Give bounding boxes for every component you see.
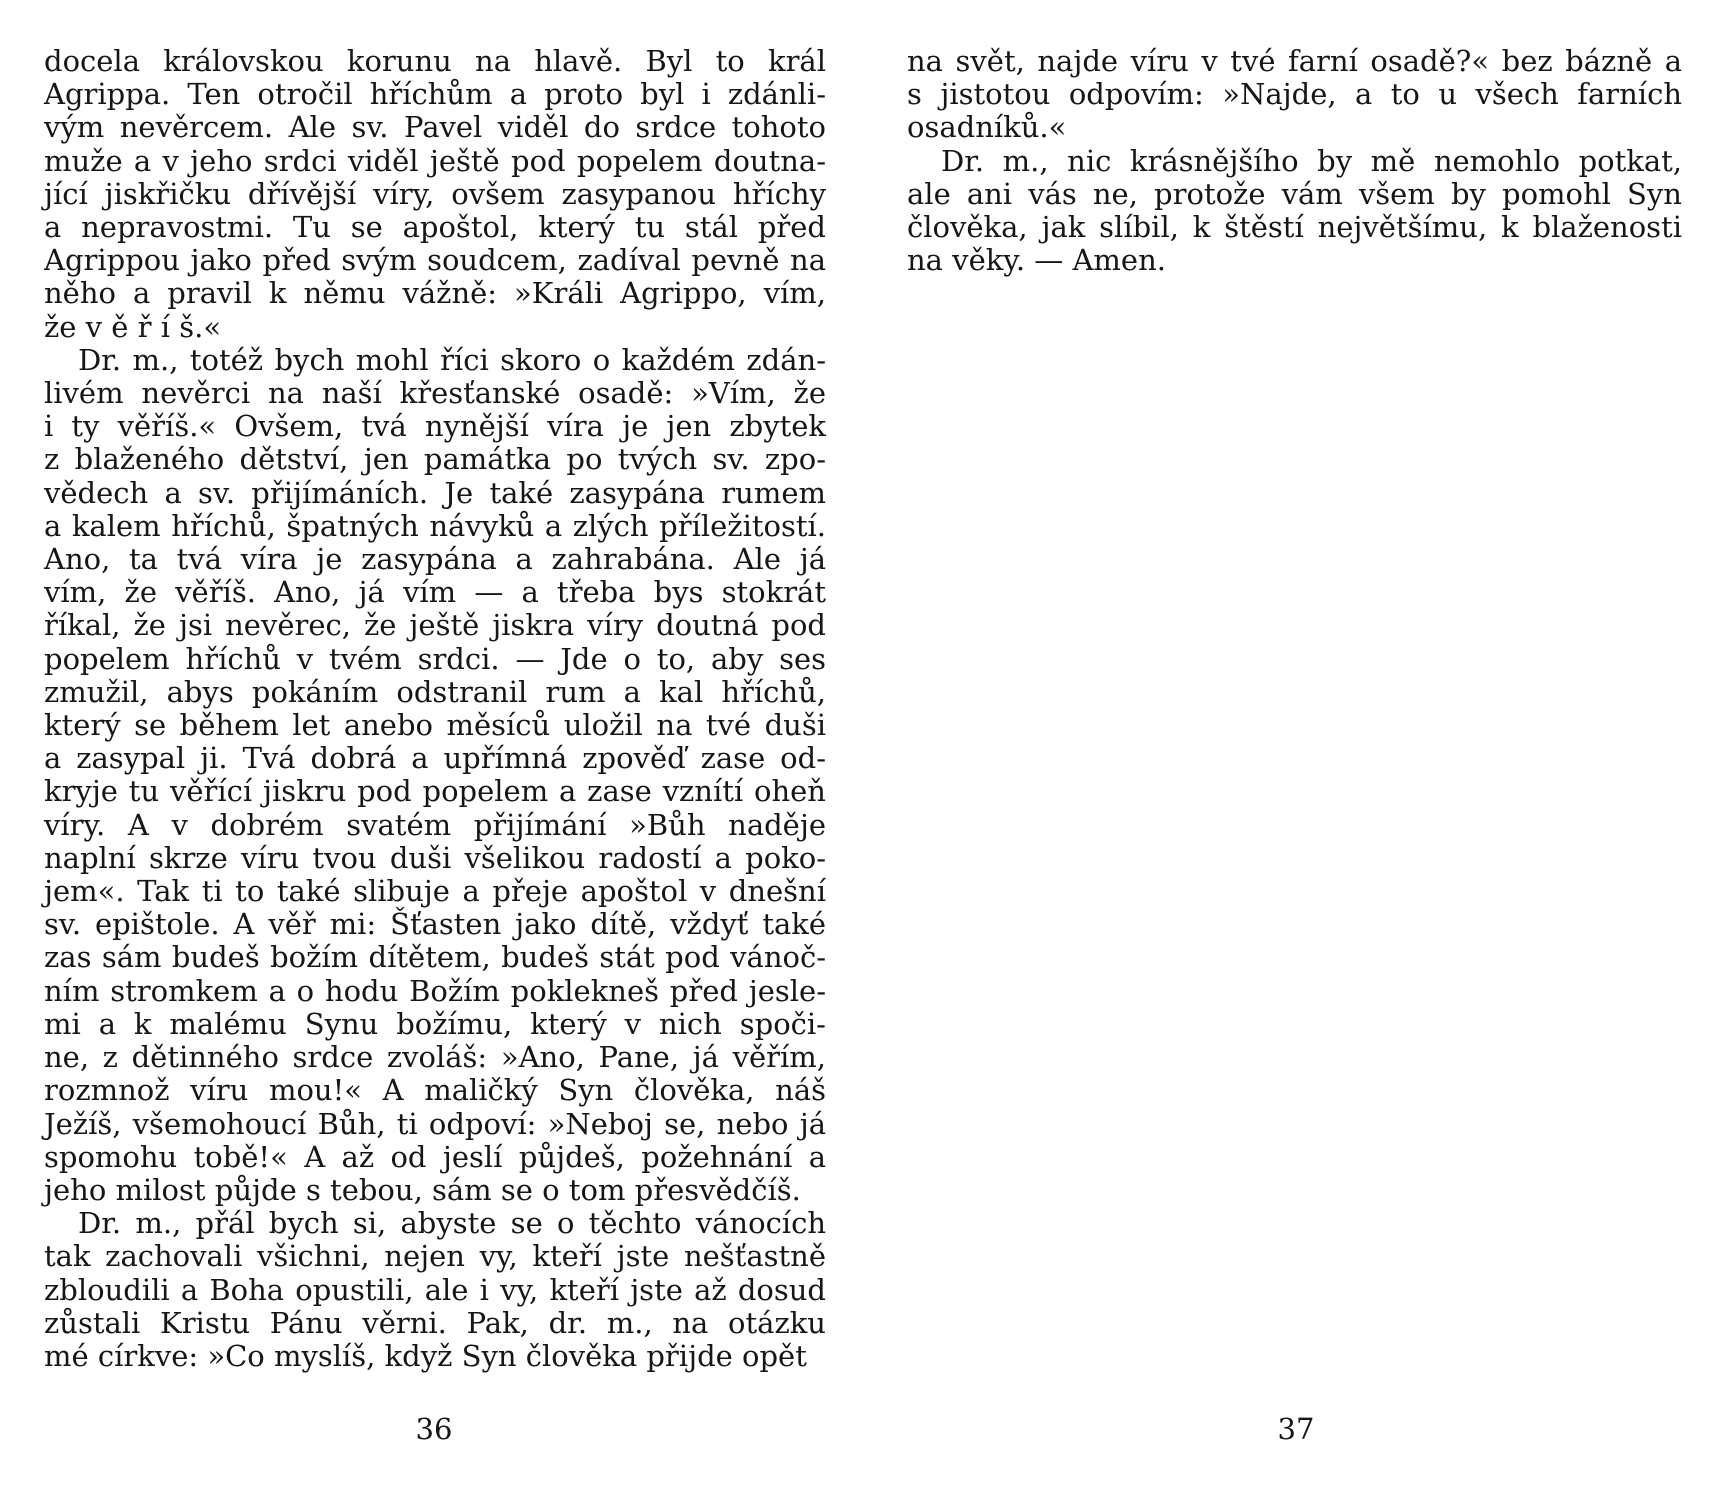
text-line: Agrippa. Ten otročil hříchům a proto byl i zdánli- — [44, 77, 826, 112]
text-line: i ty věříš.« Ovšem, tvá nynější víra je jen zbytek — [44, 409, 826, 444]
text-line: a zasypal ji. Tvá dobrá a upřímná zpověď zase od- — [44, 741, 826, 776]
text-line: zůstali Kristu Pánu věrni. Pak, dr. m., na otázku — [44, 1305, 826, 1340]
text-line: vědech a sv. přijímáních. Je také zasypána rumem — [44, 475, 826, 510]
text-line: tak zachovali všichni, nejen vy, kteří jste nešťastně — [44, 1239, 826, 1274]
text-line: Dr. m., nic krásnějšího by mě nemohlo potkat, — [941, 143, 1682, 178]
text-line: zas sám budeš božím dítětem, budeš stát pod vánoč- — [44, 940, 826, 975]
text-line: z blaženého dětství, jen památka po tvých sv. zpo- — [44, 442, 826, 477]
text-line: docela královskou korunu na hlavě. Byl to král — [44, 44, 826, 78]
text-line: popelem hříchů v tvém srdci. — Jde o to, aby ses — [44, 641, 826, 676]
text-line: víry. A v dobrém svatém přijímání »Bůh naděje — [44, 807, 826, 842]
text-line: mé církve: »Co myslíš, když Syn člověka přijde opět — [44, 1338, 807, 1373]
paragraph — [44, 344, 826, 1207]
right-page — [907, 45, 1682, 277]
text-line: naplní skrze víru tvou duši všelikou radostí a poko- — [44, 840, 826, 875]
text-line: ne, z dětinného srdce zvoláš: »Ano, Pane, já věřím, — [44, 1040, 826, 1075]
text-line: že v ě ř í š.« — [44, 309, 222, 344]
paragraph — [44, 1207, 826, 1373]
text-line: Ano, ta tvá víra je zasypána a zahrabána. Ale já — [44, 542, 826, 577]
text-line: rozmnož víru mou!« A maličký Syn člověka, náš — [44, 1073, 826, 1108]
text-line: kryje tu věřící jiskru pod popelem a zase vznítí oheň — [44, 774, 826, 809]
text-line: Dr. m., přál bych si, abyste se o těchto vánocích — [78, 1206, 826, 1241]
text-line: něho a pravil k němu vážně: »Králi Agrippo, vím, — [44, 276, 826, 311]
paragraph — [44, 45, 826, 344]
text-line: vým nevěrcem. Ale sv. Pavel viděl do srdce tohoto — [44, 110, 826, 145]
text-line: na svět, najde víru v tvé farní osadě?« bez bázně a — [907, 44, 1682, 78]
text-line: člověka, jak slíbil, k štěstí největšímu, k blaženosti — [907, 210, 1682, 245]
text-line: mi a k malému Synu božímu, který v nich spoči- — [44, 1006, 826, 1041]
text-line: ním stromkem a o hodu Božím poklekneš před jesle- — [44, 973, 826, 1008]
text-line: ale ani vás ne, protože vám všem by pomohl Syn — [907, 176, 1682, 211]
text-line: který se během let anebo měsíců uložil na tvé duši — [44, 708, 826, 743]
text-line: livém nevěrci na naší křesťanské osadě: »Vím, že — [44, 376, 826, 411]
text-line: jem«. Tak ti to také slibuje a přeje apoštol v dnešní — [44, 874, 826, 909]
page-number: 37 — [1277, 1412, 1315, 1446]
page-number: 36 — [415, 1412, 453, 1446]
text-line: jící jiskřičku dřívější víry, ovšem zasypanou hříchy — [44, 176, 826, 211]
text-line: Ježíš, všemohoucí Bůh, ti odpoví: »Neboj se, nebo já — [44, 1106, 826, 1141]
text-line: jeho milost půjde s tebou, sám se o tom přesvědčíš. — [44, 1172, 801, 1207]
text-line: zbloudili a Boha opustili, ale i vy, kteří jste až dosud — [44, 1272, 826, 1307]
text-line: s jistotou odpovím: »Najde, a to u všech farních — [907, 77, 1682, 112]
text-line: a kalem hříchů, špatných návyků a zlých příležitostí. — [44, 508, 826, 543]
text-line: osadníků.« — [907, 110, 1067, 145]
text-line: a nepravostmi. Tu se apoštol, který tu stál před — [44, 210, 826, 245]
text-line: sv. epištole. A věř mi: Šťasten jako dítě, vždyť také — [44, 907, 826, 942]
text-line: říkal, že jsi nevěrec, že ještě jiskra víry doutná pod — [44, 608, 826, 643]
text-line: vím, že věříš. Ano, já vím — a třeba bys stokrát — [44, 575, 826, 610]
paragraph — [907, 145, 1682, 278]
text-line: Dr. m., totéž bych mohl říci skoro o každém zdán- — [78, 342, 826, 377]
text-line: zmužil, abys pokáním odstranil rum a kal hříchů, — [44, 674, 826, 709]
paragraph — [907, 45, 1682, 145]
left-page — [44, 45, 826, 1373]
text-line: na věky. — Amen. — [907, 243, 1166, 278]
text-line: Agrippou jako před svým soudcem, zadíval pevně na — [44, 243, 826, 278]
text-line: spomohu tobě!« A až od jeslí půjdeš, požehnání a — [44, 1139, 826, 1174]
text-line: muže a v jeho srdci viděl ještě pod popelem doutna- — [44, 143, 826, 178]
